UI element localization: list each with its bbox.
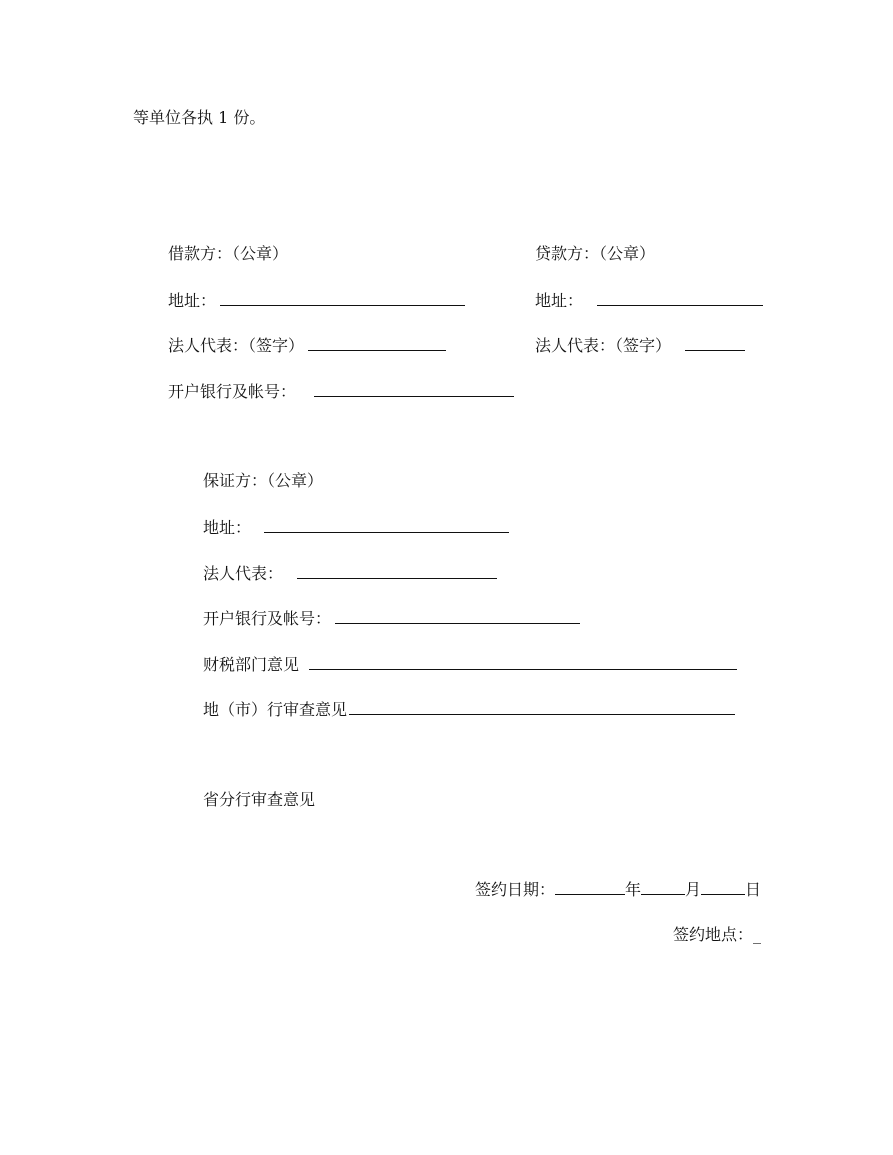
city-bank-opinion-row [203, 699, 735, 719]
intro-text: 等单位各执 1 份。 [133, 108, 266, 127]
guarantor-bank-label: 开户银行及帐号： [203, 609, 332, 628]
signing-date-row [475, 879, 761, 899]
guarantor-rep-row [203, 563, 497, 583]
signing-year-blank [555, 879, 625, 895]
city-bank-opinion-label: 地（市）行审查意见 [203, 700, 348, 719]
guarantor-bank-blank [335, 608, 580, 624]
lender-label: 贷款方：（公章） [535, 244, 656, 263]
borrower-rep-label: 法人代表：（签字） [168, 336, 305, 355]
guarantor-address-label: 地址： [203, 518, 252, 537]
borrower-rep-row [168, 335, 446, 355]
borrower-bank-blank [314, 381, 514, 397]
guarantor-bank-row [203, 608, 580, 628]
finance-tax-opinion-label: 财税部门意见 [203, 655, 300, 674]
borrower-bank-row [168, 381, 514, 401]
guarantor-address-blank [264, 517, 509, 533]
signing-month-blank [641, 879, 685, 895]
signing-day-blank [701, 879, 745, 895]
borrower-address-blank [220, 290, 465, 306]
lender-rep-row [535, 335, 745, 355]
guarantor-label: 保证方：（公章） [203, 471, 324, 490]
signing-year-label: 年 [624, 880, 641, 899]
lender-rep-blank [685, 335, 745, 351]
signing-date-label: 签约日期： [474, 880, 555, 899]
city-bank-opinion-blank [349, 699, 735, 715]
borrower-bank-label: 开户银行及帐号： [168, 382, 297, 401]
lender-rep-label: 法人代表：（签字） [535, 336, 672, 355]
finance-tax-opinion-blank [309, 654, 737, 670]
lender-address-row [535, 290, 763, 310]
guarantor-address-row [203, 517, 509, 537]
finance-tax-opinion-row [203, 654, 737, 674]
lender-address-blank [597, 290, 763, 306]
signing-place-label: 签约地点：_ [672, 925, 761, 944]
borrower-address-label: 地址： [168, 291, 217, 310]
borrower-rep-blank [308, 335, 446, 351]
borrower-address-row [168, 290, 465, 310]
province-bank-opinion-label: 省分行审查意见 [203, 790, 316, 809]
lender-address-label: 地址： [535, 291, 584, 310]
borrower-label: 借款方：（公章） [168, 244, 289, 263]
guarantor-rep-blank [297, 563, 497, 579]
signing-day-label: 日 [744, 880, 761, 899]
signing-month-label: 月 [684, 880, 701, 899]
guarantor-rep-label: 法人代表： [203, 564, 284, 583]
